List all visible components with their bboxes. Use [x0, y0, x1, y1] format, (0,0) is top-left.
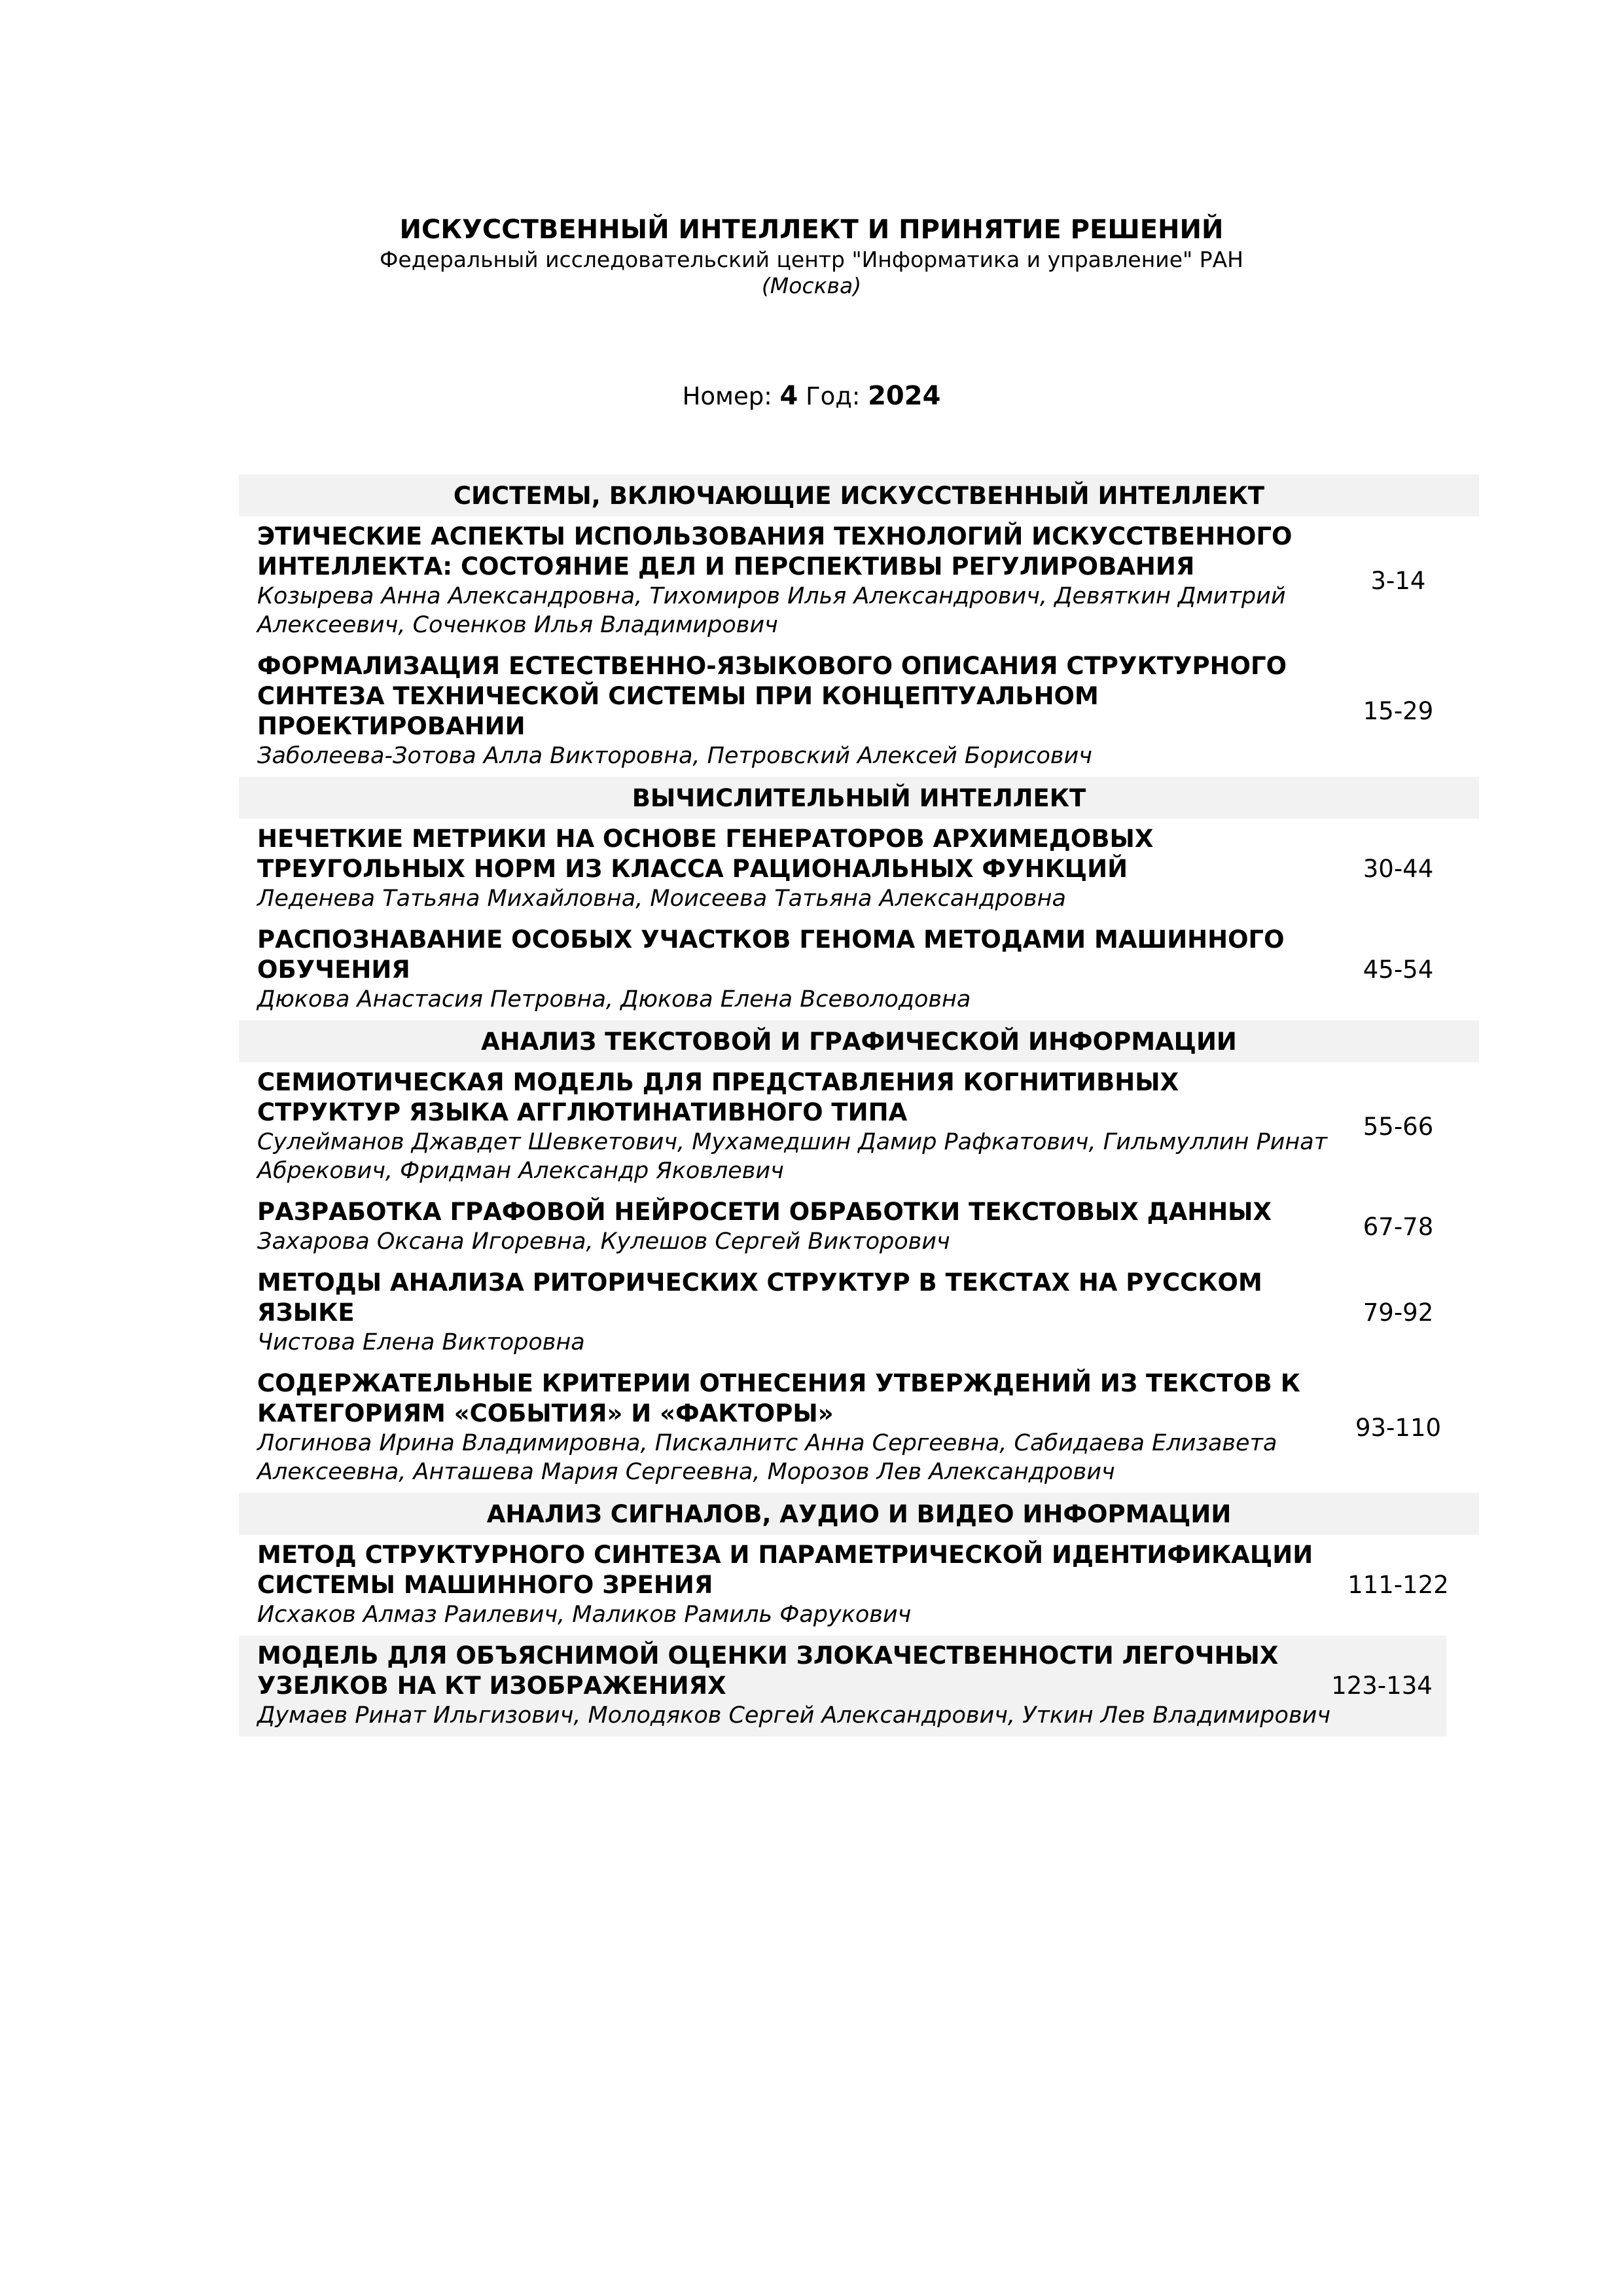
journal-header [0, 213, 1623, 299]
article-row[interactable] [239, 516, 1479, 646]
article-pages: 3-14 [1370, 566, 1426, 595]
article-title[interactable]: НЕЧЕТКИЕ МЕТРИКИ НА ОСНОВЕ ГЕНЕРАТОРОВ АРХИМЕДОВЫХ ТРЕУГОЛЬНЫХ НОРМ ИЗ КЛАССА РАЦИОНАЛЬНЫХ ФУНКЦИЙ [257, 825, 1154, 883]
issue-line [0, 380, 1623, 413]
article-text [239, 1369, 1330, 1486]
section-title: АНАЛИЗ ТЕКСТОВОЙ И ГРАФИЧЕСКОЙ ИНФОРМАЦИИ [481, 1027, 1237, 1056]
article-row[interactable] [239, 1062, 1479, 1192]
section-title: ВЫЧИСЛИТЕЛЬНЫЙ ИНТЕЛЛЕКТ [632, 783, 1086, 812]
article-title[interactable]: РАЗРАБОТКА ГРАФОВОЙ НЕЙРОСЕТИ ОБРАБОТКИ ТЕКСТОВЫХ ДАННЫХ [257, 1198, 1272, 1226]
article-authors: Исхаков Алмаз Раилевич, Маликов Рамиль Фарукович [257, 1602, 912, 1628]
article-pages: 123-134 [1331, 1671, 1433, 1700]
article-authors: Захарова Оксана Игоревна, Кулешов Сергей Викторович [257, 1229, 950, 1255]
journal-title: ИСКУССТВЕННЫЙ ИНТЕЛЛЕКТ И ПРИНЯТИЕ РЕШЕНИЙ [399, 215, 1224, 245]
article-text [239, 1268, 1330, 1357]
article-title[interactable]: ФОРМАЛИЗАЦИЯ ЕСТЕСТВЕННО-ЯЗЫКОВОГО ОПИСАНИЯ СТРУКТУРНОГО СИНТЕЗА ТЕХНИЧЕСКОЙ СИСТЕМЫ ПРИ КОНЦЕПТУАЛЬНОМ ПРОЕКТИРОВАНИИ [257, 652, 1287, 740]
article-row[interactable] [239, 1535, 1479, 1636]
article-text [239, 1540, 1330, 1629]
article-title[interactable]: МЕТОД СТРУКТУРНОГО СИНТЕЗА И ПАРАМЕТРИЧЕСКОЙ ИДЕНТИФИКАЦИИ СИСТЕМЫ МАШИННОГО ЗРЕНИЯ [257, 1541, 1313, 1599]
article-pages: 93-110 [1355, 1413, 1442, 1442]
issue-year-label: Год: [806, 382, 861, 410]
article-title[interactable]: ЭТИЧЕСКИЕ АСПЕКТЫ ИСПОЛЬЗОВАНИЯ ТЕХНОЛОГИЙ ИСКУССТВЕННОГО ИНТЕЛЛЕКТА: СОСТОЯНИЕ ДЕЛ И ПЕРСПЕКТИВЫ РЕГУЛИРОВАНИЯ [257, 522, 1293, 581]
article-authors: Думаев Ринат Ильгизович, Молодяков Сергей Александрович, Уткин Лев Владимирович [257, 1702, 1330, 1729]
article-authors: Дюкова Анастасия Петровна, Дюкова Елена Всеволодовна [257, 986, 971, 1013]
article-text [239, 1197, 1330, 1256]
article-title[interactable]: МЕТОДЫ АНАЛИЗА РИТОРИЧЕСКИХ СТРУКТУР В ТЕКСТАХ НА РУССКОМ ЯЗЫКЕ [257, 1268, 1262, 1327]
article-pages: 30-44 [1363, 854, 1434, 883]
article-title[interactable]: СЕМИОТИЧЕСКАЯ МОДЕЛЬ ДЛЯ ПРЕДСТАВЛЕНИЯ КОГНИТИВНЫХ СТРУКТУР ЯЗЫКА АГГЛЮТИНАТИВНОГО ТИПА [257, 1068, 1179, 1126]
publisher: Федеральный исследовательский центр "Информатика и управление" РАН [380, 247, 1243, 272]
article-authors: Сулейманов Джавдет Шевкетович, Мухамедшин Дамир Рафкатович, Гильмуллин Ринат Абрекович, Фридман Александр Яковлевич [257, 1129, 1328, 1184]
article-text [239, 925, 1330, 1014]
article-authors: Козырева Анна Александровна, Тихомиров Илья Александрович, Девяткин Дмитрий Алексеевич, Соченков Илья Владимирович [257, 583, 1286, 638]
article-text [239, 824, 1330, 913]
article-pages: 111-122 [1347, 1570, 1449, 1599]
section-header [239, 1020, 1479, 1062]
section-header [239, 475, 1479, 516]
article-text [239, 651, 1330, 770]
article-title[interactable]: РАСПОЗНАВАНИЕ ОСОБЫХ УЧАСТКОВ ГЕНОМА МЕТОДАМИ МАШИННОГО ОБУЧЕНИЯ [257, 925, 1285, 984]
article-row[interactable] [239, 646, 1479, 777]
section-header [239, 777, 1479, 819]
section-header [239, 1493, 1479, 1535]
issue-number: 4 [779, 381, 798, 411]
article-pages: 15-29 [1363, 696, 1434, 725]
section-title: СИСТЕМЫ, ВКЛЮЧАЮЩИЕ ИСКУССТВЕННЫЙ ИНТЕЛЛЕКТ [453, 481, 1265, 510]
article-row[interactable] [239, 920, 1479, 1020]
article-text [239, 1641, 1330, 1730]
article-authors: Логинова Ирина Владимировна, Пискалнитс Анна Сергеевна, Сабидаева Елизавета Алексеевна, Анташева Мария Сергеевна, Морозов Лев Александрович [257, 1430, 1277, 1485]
article-pages: 79-92 [1363, 1298, 1434, 1327]
table-of-contents [239, 475, 1479, 1736]
article-authors: Леденева Татьяна Михайловна, Моисеева Татьяна Александровна [257, 886, 1066, 912]
article-row[interactable] [239, 819, 1479, 920]
article-title[interactable]: СОДЕРЖАТЕЛЬНЫЕ КРИТЕРИИ ОТНЕСЕНИЯ УТВЕРЖДЕНИЙ ИЗ ТЕКСТОВ К КАТЕГОРИЯМ «СОБЫТИЯ» И «ФАКТОРЫ» [257, 1369, 1300, 1427]
article-row[interactable] [239, 1636, 1446, 1736]
article-title[interactable]: МОДЕЛЬ ДЛЯ ОБЪЯСНИМОЙ ОЦЕНКИ ЗЛОКАЧЕСТВЕННОСТИ ЛЕГОЧНЫХ УЗЕЛКОВ НА КТ ИЗОБРАЖЕНИЯХ [257, 1641, 1279, 1700]
article-authors: Чистова Елена Викторовна [257, 1329, 585, 1355]
article-authors: Заболеева-Зотова Алла Викторовна, Петровский Алексей Борисович [257, 743, 1092, 769]
publisher-city: (Москва) [761, 273, 862, 298]
article-text [239, 1067, 1330, 1185]
article-row[interactable] [239, 1263, 1479, 1363]
article-pages: 55-66 [1363, 1112, 1434, 1141]
article-pages: 67-78 [1363, 1212, 1434, 1241]
article-row[interactable] [239, 1363, 1479, 1493]
article-row[interactable] [239, 1192, 1479, 1263]
article-text [239, 522, 1330, 639]
issue-year: 2024 [868, 381, 941, 411]
article-pages: 45-54 [1363, 955, 1434, 984]
issue-number-label: Номер: [682, 382, 772, 410]
section-title: АНАЛИЗ СИГНАЛОВ, АУДИО И ВИДЕО ИНФОРМАЦИИ [486, 1499, 1232, 1528]
